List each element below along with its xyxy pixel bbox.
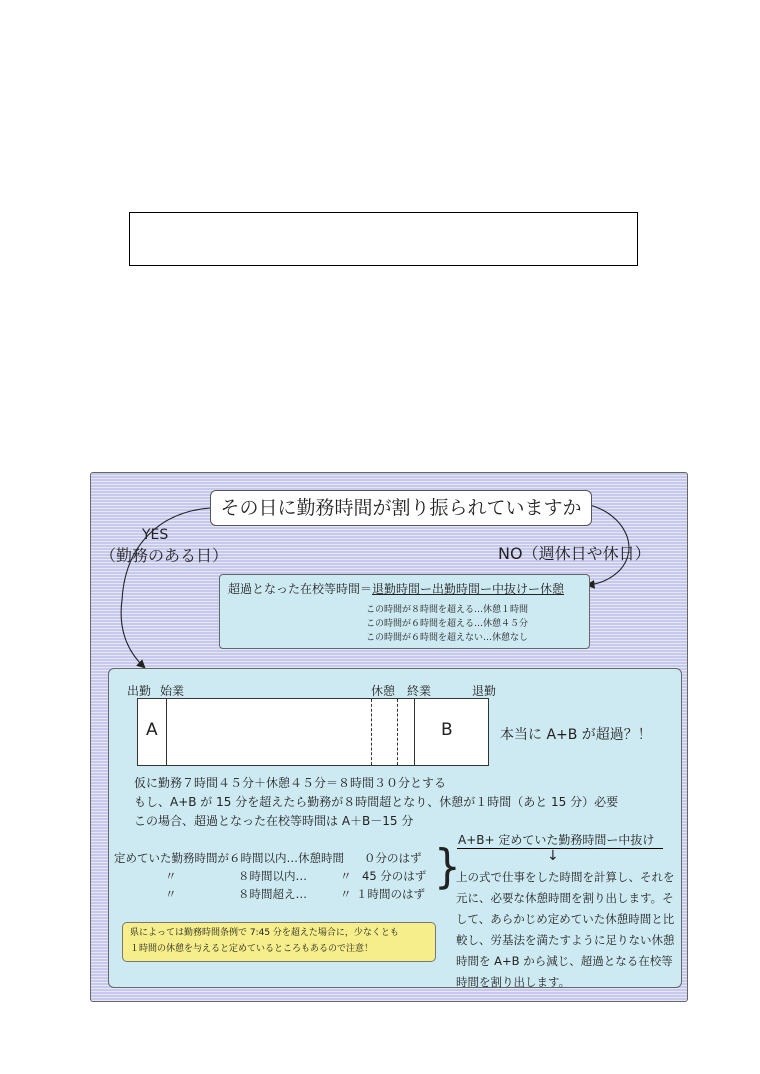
rule-1-value: ０分のはず	[364, 851, 422, 865]
warning-line: １時間の休憩を与えると定めているところもあるので注意！	[130, 944, 374, 954]
excess-question: 本当に A+B が超過？！	[500, 727, 652, 743]
ditto-mark: 〃	[165, 887, 177, 901]
question-box	[210, 490, 592, 526]
no-label: NO（週休日や休日）	[498, 544, 651, 563]
label-start: 始業	[160, 684, 185, 698]
label-clock-in: 出勤	[127, 684, 152, 698]
question-text: その日に勤務時間が割り振られていますか	[220, 497, 582, 519]
brace-symbol: }	[434, 839, 461, 894]
label-break: 休憩	[371, 684, 396, 698]
formula-2: A+B+ 定めていた勤務時間ー中抜け	[458, 833, 655, 847]
rule-3-label: ８時間超え…	[238, 887, 307, 901]
ditto-mark: 〃	[340, 869, 352, 883]
explanation-line: もし、A+B が 15 分を超えたら勤務が８時間超となり、休憩が１時間（あと 15 分）必要	[134, 795, 619, 809]
explanation-line: この場合、超過となった在校等時間は A＋B－15 分	[134, 814, 414, 828]
ditto-mark: 〃	[165, 869, 177, 883]
holiday-formula-right: 退勤時間ー出勤時間ー中抜けー休憩	[372, 582, 565, 596]
rule-2-value: 45 分のはず	[362, 869, 427, 883]
explanation-line: 仮に勤務７時間４５分＋休憩４５分＝８時間３０分とする	[134, 776, 447, 790]
holiday-note: この時間が６時間を超えない…休憩なし	[366, 633, 529, 643]
rule-1-label: 定めていた勤務時間が６時間以内…休憩時間	[114, 851, 344, 865]
formula-2-underline	[457, 848, 663, 849]
label-end: 終業	[407, 684, 432, 698]
start-line	[166, 699, 167, 765]
end-line	[414, 699, 415, 765]
holiday-formula-left: 超過となった在校等時間＝	[228, 582, 373, 596]
down-arrow-icon: ↓	[547, 848, 559, 864]
rule-3-value: １時間のはず	[356, 887, 425, 901]
timeline-bar	[137, 698, 489, 766]
yes-sublabel: （勤務のある日）	[100, 546, 229, 565]
holiday-note: この時間が６時間を超える…休憩４５分	[366, 619, 529, 629]
label-clock-out: 退勤	[472, 684, 497, 698]
segment-b: B	[441, 720, 453, 740]
break-start-line	[371, 699, 372, 765]
break-end-line	[397, 699, 398, 765]
result-text: 上の式で仕事をした時間を計算し、それを元に、必要な休憩時間を割り出します。そして、あらかじめ定めていた休憩時間と比較し、労基法を満たすように足りない休憩時間を A+B から減じ、超過となる在校等時間を割り出します。	[456, 870, 675, 989]
holiday-formula	[228, 580, 564, 597]
yes-label: YES	[142, 527, 169, 543]
ditto-mark: 〃	[340, 887, 352, 901]
rule-2-label: ８時間以内…	[238, 869, 307, 883]
segment-a: A	[146, 720, 158, 740]
warning-text	[130, 925, 399, 957]
holiday-note: この時間が８時間を超える…休憩１時間	[366, 605, 529, 615]
warning-line: 県によっては勤務時間条例で 7:45 分を超えた場合に，少なくとも	[130, 928, 399, 938]
